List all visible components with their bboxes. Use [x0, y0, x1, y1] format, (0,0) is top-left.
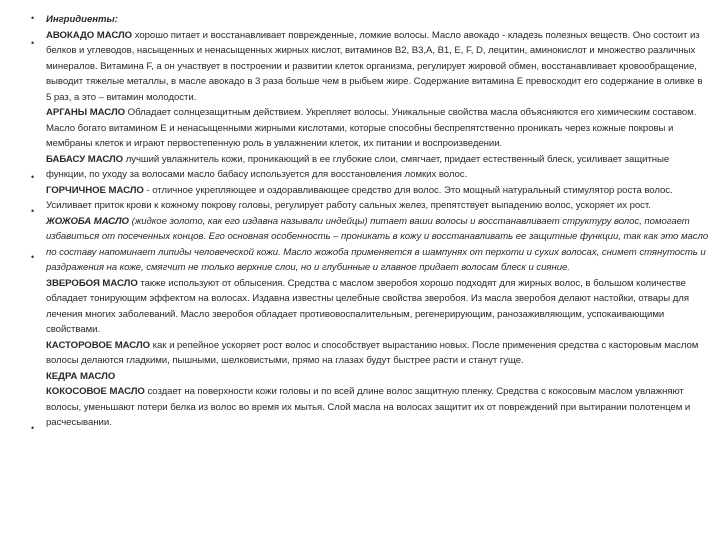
- oil-desc-mustard: - отличное укрепляющее и оздоравливающее средство для волос. Это мощный натуральный стимулятор роста волос. Усиливает приток крови к кожному покрову головы, регулирует работу сальных желез, препятствует выпадению волос, ускоряет их рост.: [46, 184, 673, 211]
- oil-desc-avocado: хорошо питает и восстанавливает поврежденные, ломкие волосы. Масло авокадо - кладезь полезных веществ. Оно состоит из белков и углеводов, насыщенных и ненасыщенных жирных кислот, витаминов В2, В3,А, В1, Е, F, D, лецитин, аминокислот и множество различных минералов. Витамина F, а он участвует в построении и развитии клеток организма, регулирует жировой обмен, восстанавливает кровообращение, выводит тяжелые металлы, в масле авокадо в 3 раза больше чем в рыбьем жире. Содержание витамина Е превосходит его содержание в оливке в 5 раз, а это – витамин молодости.: [46, 29, 703, 103]
- bullet-column: [0, 0, 40, 540]
- oil-name-argan: АРГАНЫ МАСЛО: [46, 107, 126, 118]
- paragraph-cedar: [46, 369, 710, 385]
- paragraph-st-johns-wort: [46, 276, 710, 338]
- oil-desc-babassu: лучший увлажнитель кожи, проникающий в ее глубокие слои, смягчает, придает естественный блеск, усиливает защитные функции, по уходу за волосами масло бабасу используется для восстановления ломких волос.: [46, 153, 670, 180]
- bullet-marker: •: [31, 206, 35, 216]
- oil-desc-argan: Обладает солнцезащитным действием. Укрепляет волосы. Уникальные свойства масла объясняются его химическим составом. Масло богато витамином Е и ненасыщенными жирными кислотами, которые способны беспрепятственно проникать через кожные покровы и мембраны клеток и играют первостепенную роль в увлажнении клеток, их питании и воспроизведении.: [46, 107, 697, 149]
- oil-desc-st-johns-wort: также используют от облысения. Средства с маслом зверобоя хорошо подходят для жирных волос, в большом количестве обладает тонирующим эффектом на волосах. Издавна известны целебные свойства зверобоя. Из масла зверобоя делают настойки, отвары для лечения многих заболеваний. Масло зверобоя обладает противовоспалительным, регенерирующим, ранозаживляющим, успокаивающими свойствами.: [46, 277, 689, 335]
- bullet-marker: •: [31, 252, 35, 262]
- ingredients-text: [46, 12, 710, 431]
- bullet-marker: •: [31, 38, 35, 48]
- oil-name-mustard: ГОРЧИЧНОЕ МАСЛО: [46, 184, 144, 196]
- paragraph-jojoba: [46, 214, 710, 276]
- oil-name-cedar: КЕДРА МАСЛО: [46, 370, 116, 382]
- oil-name-avocado: АВОКАДО МАСЛО: [46, 29, 133, 41]
- paragraph-babassu: [46, 152, 710, 183]
- ingredients-heading: Ингридиенты:: [46, 14, 118, 25]
- oil-name-st-johns-wort: ЗВЕРОБОЯ МАСЛО: [46, 277, 138, 289]
- bullet-marker: •: [31, 13, 35, 23]
- oil-name-babassu: БАБАСУ МАСЛО: [46, 153, 124, 165]
- paragraph-mustard: [46, 183, 710, 214]
- paragraph-castor: [46, 338, 710, 369]
- bullet-marker: •: [31, 172, 35, 182]
- oil-name-castor: КАСТОРОВОЕ МАСЛО: [46, 339, 151, 351]
- oil-desc-jojoba: (жидкое золото, как его издавна называли индейцы) питает ваши волосы и восстанавливает структуру волос, помогает избавиться от посеченных концов. Его основная особенность – проникать в кожу и восстанавливать ее защитные функции, так как это масло по составу напоминает липиды человеческой кожи. Масло жожоба применяется в шампунях от перхоти и сухих волосах, снимет стянутость и раздражения на коже, смягчит не только верхние слои, но и глубинные и главное придает волосам блеск и сияние.: [46, 215, 709, 273]
- oil-desc-coconut: создает на поверхности кожи головы и по всей длине волос защитную пленку. Средства с кокосовым маслом увлажняют волосы, уменьшают потери белка из волос во время их мытья. Слой масла на волосах защитит их от повреждений при вытирании полотенцем и расчесывании.: [46, 386, 691, 428]
- paragraph-coconut: [46, 384, 710, 431]
- oil-name-coconut: КОКОСОВОЕ МАСЛО: [46, 386, 145, 397]
- paragraph-avocado: [46, 28, 710, 106]
- oil-name-jojoba: ЖОЖОБА МАСЛО: [46, 215, 129, 227]
- oil-desc-castor: как и репейное ускоряет рост волос и способствует вырастанию новых. После применения средства с касторовым маслом волосы делаются гладкими, пышными, шелковистыми, прямо на глазах будут быстрее расти и станут гуще.: [46, 339, 699, 366]
- bullet-marker: •: [31, 423, 35, 433]
- paragraph-argan: [46, 105, 710, 152]
